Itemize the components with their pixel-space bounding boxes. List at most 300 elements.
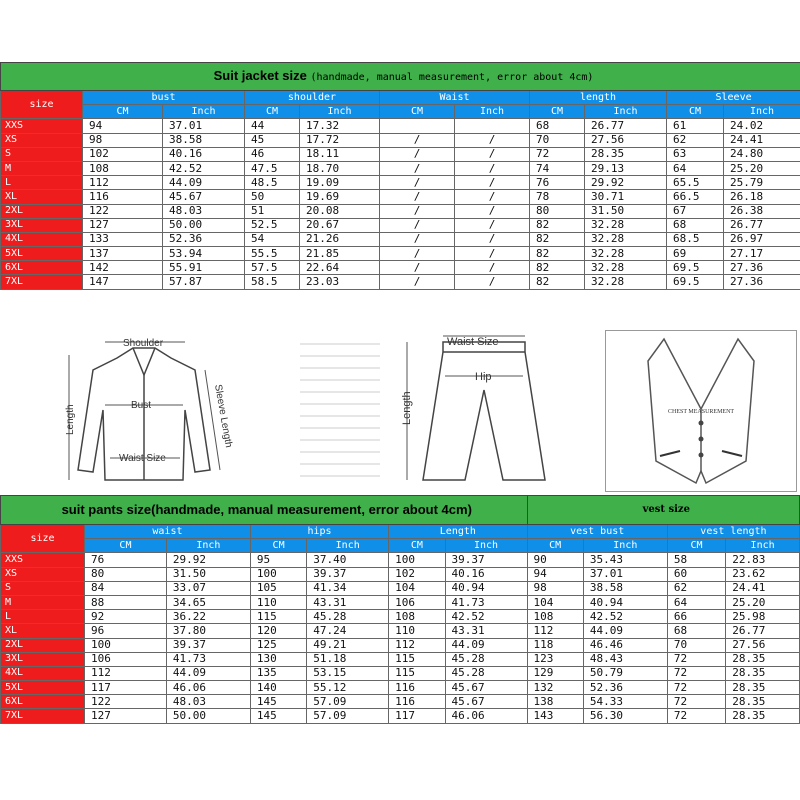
- value-cell: 102: [389, 567, 445, 581]
- value-cell: 37.80: [166, 624, 250, 638]
- value-cell: 19.09: [300, 176, 380, 190]
- value-cell: 43.31: [445, 624, 527, 638]
- value-cell: 29.13: [585, 161, 667, 175]
- value-cell: /: [380, 261, 455, 275]
- value-cell: /: [455, 161, 530, 175]
- value-cell: 36.22: [166, 610, 250, 624]
- value-cell: 57.09: [307, 695, 389, 709]
- size-cell: M: [1, 161, 83, 175]
- value-cell: 48.03: [166, 695, 250, 709]
- value-cell: 50.00: [166, 709, 250, 723]
- value-cell: 145: [250, 695, 306, 709]
- value-cell: 26.18: [724, 190, 800, 204]
- value-cell: 23.03: [300, 275, 380, 289]
- value-cell: /: [380, 247, 455, 261]
- table-row: [1, 666, 800, 680]
- value-cell: 40.16: [445, 567, 527, 581]
- unit-header: Inch: [583, 539, 667, 553]
- value-cell: 27.56: [585, 133, 667, 147]
- pants-waist-label: Waist Size: [447, 336, 499, 348]
- value-cell: 116: [83, 190, 163, 204]
- value-cell: 28.35: [585, 147, 667, 161]
- pants-title-bar: suit pants size(handmade, manual measurement, error about 4cm): [1, 496, 528, 525]
- value-cell: 46.06: [166, 681, 250, 695]
- value-cell: 44: [245, 119, 300, 133]
- value-cell: 25.98: [726, 610, 800, 624]
- value-cell: 24.80: [724, 147, 800, 161]
- value-cell: 129: [527, 666, 583, 680]
- unit-header: CM: [380, 105, 455, 119]
- value-cell: 56.30: [583, 709, 667, 723]
- value-cell: 120: [250, 624, 306, 638]
- value-cell: /: [380, 275, 455, 289]
- value-cell: 110: [389, 624, 445, 638]
- shoulder-label: Shoulder: [123, 338, 164, 349]
- value-cell: 37.01: [163, 119, 245, 133]
- value-cell: /: [380, 133, 455, 147]
- value-cell: 118: [527, 638, 583, 652]
- value-cell: /: [455, 190, 530, 204]
- unit-header: CM: [245, 105, 300, 119]
- unit-header: Inch: [300, 105, 380, 119]
- group-header: vest length: [667, 525, 799, 539]
- size-cell: 4XL: [1, 666, 85, 680]
- value-cell: 28.35: [726, 681, 800, 695]
- value-cell: 39.37: [307, 567, 389, 581]
- value-cell: 68: [667, 218, 724, 232]
- group-header: Sleeve: [667, 91, 800, 105]
- value-cell: 31.50: [166, 567, 250, 581]
- value-cell: 122: [83, 204, 163, 218]
- size-header: size: [1, 91, 83, 119]
- value-cell: 26.77: [726, 624, 800, 638]
- table-row: [1, 553, 800, 567]
- table-row: [1, 232, 800, 246]
- size-cell: 3XL: [1, 652, 85, 666]
- value-cell: 143: [527, 709, 583, 723]
- jacket-illustration: [55, 330, 235, 490]
- value-cell: 74: [530, 161, 585, 175]
- value-cell: 108: [389, 610, 445, 624]
- table-row: [1, 190, 800, 204]
- size-cell: XL: [1, 190, 83, 204]
- value-cell: /: [380, 147, 455, 161]
- value-cell: 32.28: [585, 218, 667, 232]
- size-header: size: [1, 525, 85, 553]
- value-cell: 132: [527, 681, 583, 695]
- value-cell: 43.31: [307, 595, 389, 609]
- value-cell: 76: [530, 176, 585, 190]
- value-cell: 82: [530, 247, 585, 261]
- chest-measurement-label: CHEST MEASUREMENT: [668, 409, 735, 415]
- value-cell: /: [455, 176, 530, 190]
- value-cell: 20.67: [300, 218, 380, 232]
- value-cell: 125: [250, 638, 306, 652]
- value-cell: 24.41: [724, 133, 800, 147]
- size-cell: XL: [1, 624, 85, 638]
- value-cell: 44.09: [166, 666, 250, 680]
- value-cell: 94: [83, 119, 163, 133]
- value-cell: 80: [530, 204, 585, 218]
- value-cell: 122: [84, 695, 166, 709]
- value-cell: 39.37: [445, 553, 527, 567]
- value-cell: 63: [667, 147, 724, 161]
- unit-header: Inch: [455, 105, 530, 119]
- value-cell: 70: [530, 133, 585, 147]
- size-cell: 2XL: [1, 204, 83, 218]
- value-cell: 69.5: [667, 261, 724, 275]
- value-cell: 17.72: [300, 133, 380, 147]
- value-cell: 22.83: [726, 553, 800, 567]
- value-cell: 72: [667, 666, 725, 680]
- value-cell: 35.43: [583, 553, 667, 567]
- value-cell: 135: [250, 666, 306, 680]
- unit-header: CM: [250, 539, 306, 553]
- unit-header: CM: [530, 105, 585, 119]
- value-cell: 48.43: [583, 652, 667, 666]
- value-cell: 40.94: [583, 595, 667, 609]
- value-cell: 138: [527, 695, 583, 709]
- value-cell: 115: [250, 610, 306, 624]
- size-cell: 2XL: [1, 638, 85, 652]
- table-row: [1, 610, 800, 624]
- table-row: [1, 133, 800, 147]
- value-cell: 54: [245, 232, 300, 246]
- lined-paper-graphic: [300, 330, 380, 490]
- value-cell: 55.5: [245, 247, 300, 261]
- value-cell: 42.52: [163, 161, 245, 175]
- value-cell: 142: [83, 261, 163, 275]
- value-cell: /: [455, 247, 530, 261]
- value-cell: 47.24: [307, 624, 389, 638]
- size-cell: 7XL: [1, 275, 83, 289]
- value-cell: 23.62: [726, 567, 800, 581]
- value-cell: 106: [84, 652, 166, 666]
- value-cell: 25.20: [724, 161, 800, 175]
- value-cell: 44.09: [163, 176, 245, 190]
- value-cell: 117: [84, 681, 166, 695]
- value-cell: 51.18: [307, 652, 389, 666]
- sleeve-length-label: Sleeve Length: [212, 383, 234, 449]
- hip-label: Hip: [475, 371, 492, 383]
- value-cell: 48.5: [245, 176, 300, 190]
- value-cell: 28.35: [726, 666, 800, 680]
- value-cell: 18.70: [300, 161, 380, 175]
- value-cell: [455, 119, 530, 133]
- table-row: [1, 261, 800, 275]
- value-cell: 38.58: [583, 581, 667, 595]
- value-cell: 41.73: [445, 595, 527, 609]
- value-cell: 45.67: [163, 190, 245, 204]
- value-cell: 25.79: [724, 176, 800, 190]
- value-cell: /: [455, 261, 530, 275]
- value-cell: 102: [83, 147, 163, 161]
- value-cell: /: [455, 275, 530, 289]
- unit-header: CM: [83, 105, 163, 119]
- value-cell: 116: [389, 695, 445, 709]
- value-cell: 76: [84, 553, 166, 567]
- size-cell: 6XL: [1, 261, 83, 275]
- value-cell: /: [380, 176, 455, 190]
- table-row: [1, 595, 800, 609]
- value-cell: 27.56: [726, 638, 800, 652]
- value-cell: 57.09: [307, 709, 389, 723]
- value-cell: 88: [84, 595, 166, 609]
- jacket-title-bar: [1, 63, 800, 91]
- value-cell: 20.08: [300, 204, 380, 218]
- size-cell: M: [1, 595, 85, 609]
- value-cell: 80: [84, 567, 166, 581]
- jacket-title: Suit jacket size: [213, 67, 307, 83]
- value-cell: 66.5: [667, 190, 724, 204]
- value-cell: 100: [389, 553, 445, 567]
- value-cell: 108: [527, 610, 583, 624]
- value-cell: 112: [389, 638, 445, 652]
- value-cell: 68.5: [667, 232, 724, 246]
- vest-title-bar: vest size: [527, 496, 799, 525]
- value-cell: 115: [389, 666, 445, 680]
- size-cell: XS: [1, 567, 85, 581]
- pants-length-label: Length: [401, 391, 413, 425]
- unit-header: CM: [389, 539, 445, 553]
- value-cell: 68: [530, 119, 585, 133]
- value-cell: 46.46: [583, 638, 667, 652]
- waist-size-label: Waist Size: [119, 453, 166, 464]
- value-cell: 57.5: [245, 261, 300, 275]
- group-header: vest bust: [527, 525, 667, 539]
- value-cell: 112: [527, 624, 583, 638]
- value-cell: 72: [667, 709, 725, 723]
- value-cell: 21.85: [300, 247, 380, 261]
- value-cell: 27.36: [724, 261, 800, 275]
- length-label: Length: [65, 404, 76, 435]
- value-cell: 82: [530, 275, 585, 289]
- table-row: [1, 147, 800, 161]
- table-row: [1, 581, 800, 595]
- value-cell: 32.28: [585, 261, 667, 275]
- value-cell: 112: [83, 176, 163, 190]
- value-cell: 105: [250, 581, 306, 595]
- value-cell: 69: [667, 247, 724, 261]
- value-cell: 22.64: [300, 261, 380, 275]
- value-cell: 44.09: [445, 638, 527, 652]
- table-row: [1, 709, 800, 723]
- value-cell: 90: [527, 553, 583, 567]
- group-header: hips: [250, 525, 388, 539]
- value-cell: 52.36: [163, 232, 245, 246]
- value-cell: 116: [389, 681, 445, 695]
- value-cell: 54.33: [583, 695, 667, 709]
- value-cell: 26.38: [724, 204, 800, 218]
- value-cell: 140: [250, 681, 306, 695]
- value-cell: 37.01: [583, 567, 667, 581]
- value-cell: /: [455, 218, 530, 232]
- value-cell: 19.69: [300, 190, 380, 204]
- value-cell: 26.97: [724, 232, 800, 246]
- value-cell: 58.5: [245, 275, 300, 289]
- size-cell: S: [1, 147, 83, 161]
- pants-diagram: [385, 330, 565, 490]
- value-cell: 50.00: [163, 218, 245, 232]
- value-cell: 45.67: [445, 681, 527, 695]
- table-row: [1, 218, 800, 232]
- value-cell: 40.94: [445, 581, 527, 595]
- size-cell: 3XL: [1, 218, 83, 232]
- value-cell: /: [455, 133, 530, 147]
- size-cell: 4XL: [1, 232, 83, 246]
- unit-header: Inch: [445, 539, 527, 553]
- value-cell: 53.15: [307, 666, 389, 680]
- vest-illustration: [606, 331, 796, 489]
- size-cell: 7XL: [1, 709, 85, 723]
- unit-header: CM: [527, 539, 583, 553]
- unit-header: CM: [667, 105, 724, 119]
- jacket-subtitle: (handmade, manual measurement, error about 4cm): [310, 71, 594, 83]
- unit-header: Inch: [163, 105, 245, 119]
- value-cell: 130: [250, 652, 306, 666]
- table-row: [1, 567, 800, 581]
- table-row: [1, 275, 800, 289]
- unit-header: Inch: [726, 539, 800, 553]
- value-cell: 52.5: [245, 218, 300, 232]
- value-cell: 60: [667, 567, 725, 581]
- value-cell: 72: [530, 147, 585, 161]
- value-cell: 40.16: [163, 147, 245, 161]
- value-cell: 127: [83, 218, 163, 232]
- value-cell: /: [380, 204, 455, 218]
- value-cell: 50: [245, 190, 300, 204]
- group-header: waist: [84, 525, 250, 539]
- value-cell: 18.11: [300, 147, 380, 161]
- unit-header: CM: [667, 539, 725, 553]
- value-cell: 45.28: [307, 610, 389, 624]
- jacket-diagram: [55, 330, 235, 490]
- value-cell: 42.52: [583, 610, 667, 624]
- table-row: [1, 681, 800, 695]
- table-row: [1, 652, 800, 666]
- value-cell: 92: [84, 610, 166, 624]
- value-cell: 123: [527, 652, 583, 666]
- value-cell: 45.28: [445, 666, 527, 680]
- value-cell: 32.28: [585, 275, 667, 289]
- value-cell: 49.21: [307, 638, 389, 652]
- value-cell: 39.37: [166, 638, 250, 652]
- value-cell: 100: [250, 567, 306, 581]
- table-row: [1, 624, 800, 638]
- size-cell: XXS: [1, 119, 83, 133]
- value-cell: 52.36: [583, 681, 667, 695]
- value-cell: 61: [667, 119, 724, 133]
- value-cell: 45.67: [445, 695, 527, 709]
- unit-header: CM: [84, 539, 166, 553]
- value-cell: 106: [389, 595, 445, 609]
- value-cell: 37.40: [307, 553, 389, 567]
- value-cell: 133: [83, 232, 163, 246]
- value-cell: 104: [389, 581, 445, 595]
- size-cell: L: [1, 176, 83, 190]
- group-header: shoulder: [245, 91, 380, 105]
- table-row: [1, 695, 800, 709]
- value-cell: 28.35: [726, 652, 800, 666]
- unit-header: Inch: [724, 105, 800, 119]
- value-cell: 21.26: [300, 232, 380, 246]
- value-cell: 64: [667, 595, 725, 609]
- value-cell: 53.94: [163, 247, 245, 261]
- measurement-diagrams: [0, 330, 800, 493]
- size-cell: 5XL: [1, 681, 85, 695]
- pants-vest-size-table: [0, 495, 800, 724]
- value-cell: 44.09: [583, 624, 667, 638]
- value-cell: 117: [389, 709, 445, 723]
- value-cell: 67: [667, 204, 724, 218]
- value-cell: /: [455, 232, 530, 246]
- value-cell: 28.35: [726, 695, 800, 709]
- value-cell: 145: [250, 709, 306, 723]
- value-cell: 57.87: [163, 275, 245, 289]
- value-cell: 98: [527, 581, 583, 595]
- value-cell: 69.5: [667, 275, 724, 289]
- size-cell: XS: [1, 133, 83, 147]
- size-cell: S: [1, 581, 85, 595]
- value-cell: 26.77: [585, 119, 667, 133]
- unit-header: Inch: [307, 539, 389, 553]
- unit-header: Inch: [166, 539, 250, 553]
- value-cell: 38.58: [163, 133, 245, 147]
- value-cell: 84: [84, 581, 166, 595]
- value-cell: 29.92: [166, 553, 250, 567]
- value-cell: 45.28: [445, 652, 527, 666]
- group-header: length: [530, 91, 667, 105]
- value-cell: 66: [667, 610, 725, 624]
- vest-diagram: [605, 330, 797, 492]
- value-cell: 51: [245, 204, 300, 218]
- value-cell: 27.36: [724, 275, 800, 289]
- value-cell: 55.12: [307, 681, 389, 695]
- value-cell: 55.91: [163, 261, 245, 275]
- value-cell: 115: [389, 652, 445, 666]
- bust-label: Bust: [131, 400, 152, 411]
- table-row: [1, 638, 800, 652]
- size-cell: L: [1, 610, 85, 624]
- value-cell: 32.28: [585, 232, 667, 246]
- table-row: [1, 119, 800, 133]
- value-cell: 29.92: [585, 176, 667, 190]
- value-cell: 41.73: [166, 652, 250, 666]
- value-cell: 72: [667, 652, 725, 666]
- value-cell: 147: [83, 275, 163, 289]
- value-cell: 137: [83, 247, 163, 261]
- value-cell: 127: [84, 709, 166, 723]
- value-cell: [380, 119, 455, 133]
- value-cell: 110: [250, 595, 306, 609]
- table-row: [1, 247, 800, 261]
- value-cell: /: [380, 232, 455, 246]
- value-cell: 45: [245, 133, 300, 147]
- value-cell: 32.28: [585, 247, 667, 261]
- value-cell: 96: [84, 624, 166, 638]
- table-row: [1, 176, 800, 190]
- value-cell: 100: [84, 638, 166, 652]
- value-cell: 72: [667, 695, 725, 709]
- value-cell: 25.20: [726, 595, 800, 609]
- value-cell: 68: [667, 624, 725, 638]
- value-cell: /: [380, 218, 455, 232]
- value-cell: 98: [83, 133, 163, 147]
- value-cell: 34.65: [166, 595, 250, 609]
- value-cell: 46: [245, 147, 300, 161]
- size-cell: 5XL: [1, 247, 83, 261]
- value-cell: /: [380, 161, 455, 175]
